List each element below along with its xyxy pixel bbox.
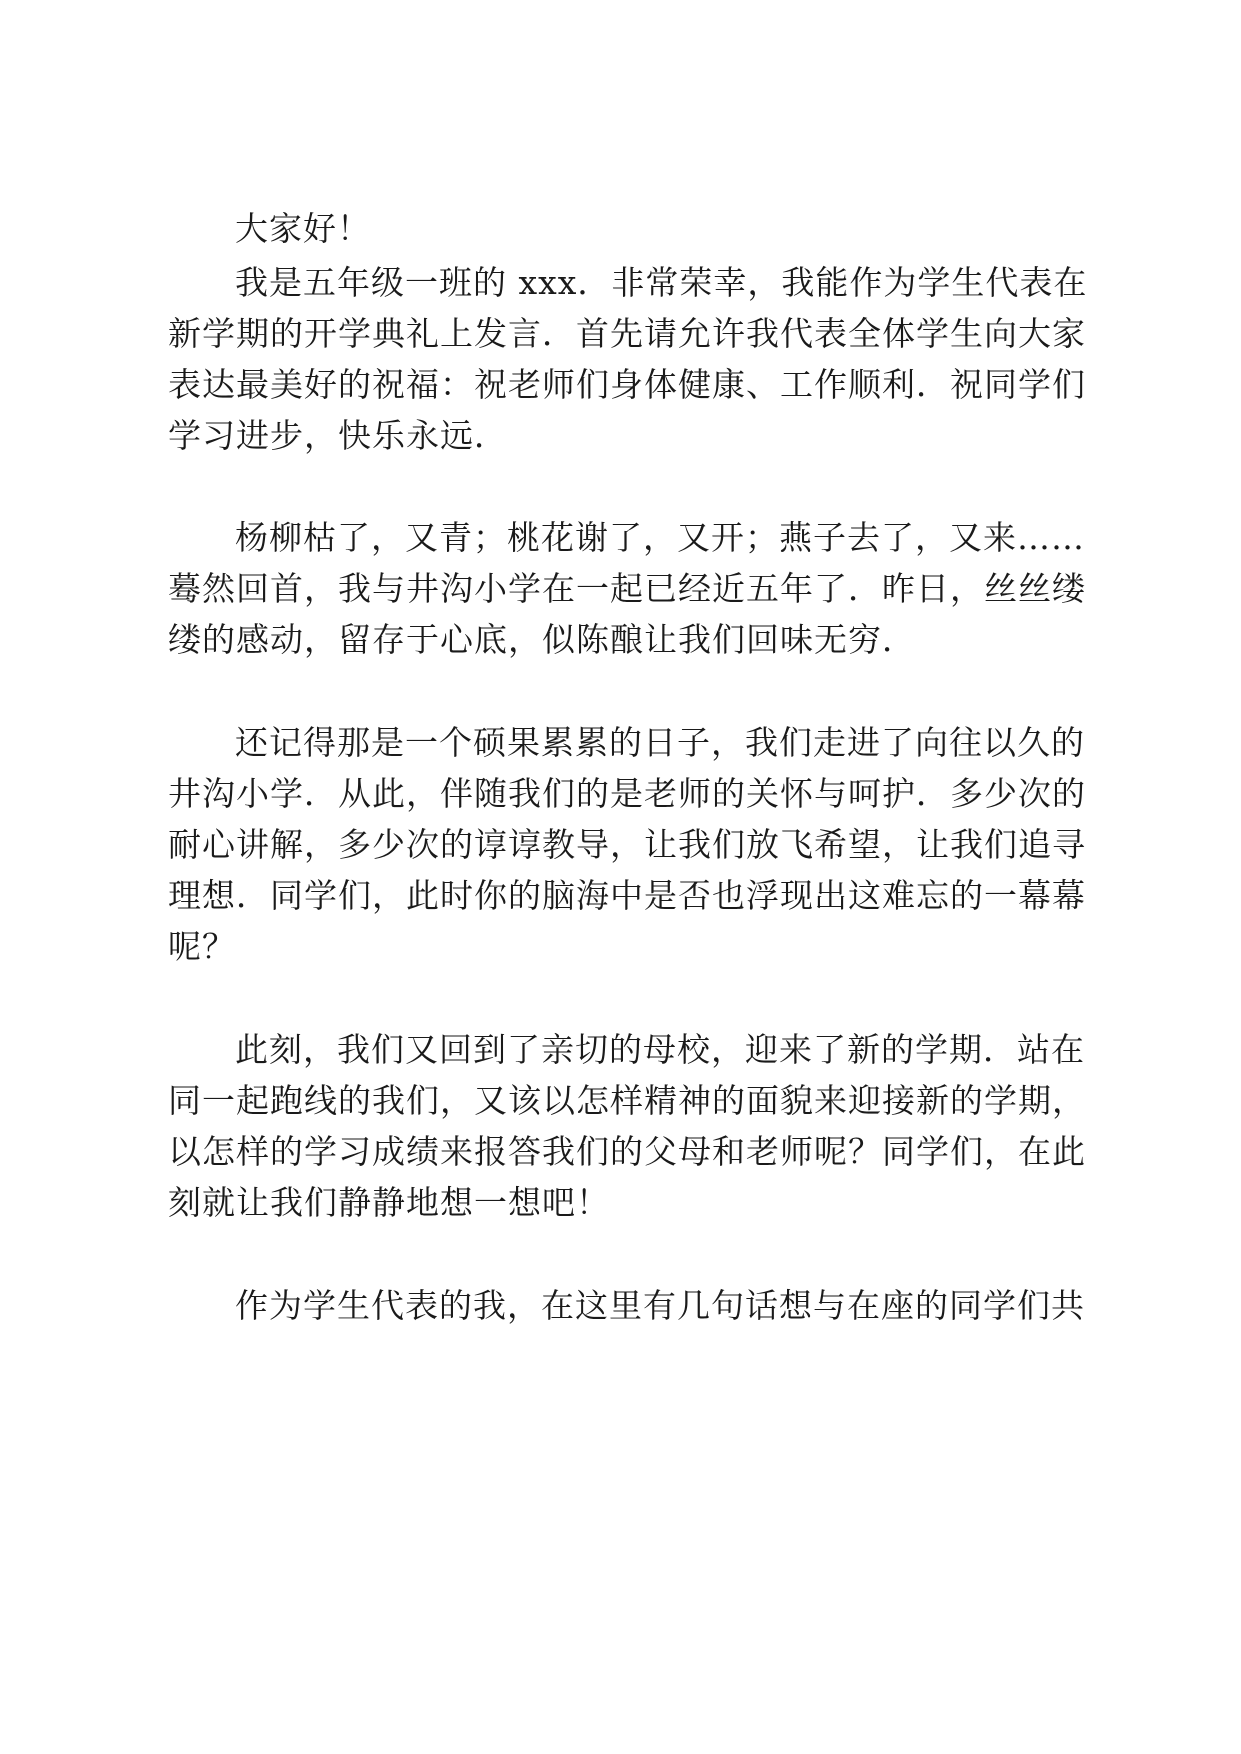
greeting-line: 大家好！	[235, 209, 371, 248]
paragraph-2-line-3: 缕的感动，留存于心底，似陈酿让我们回味无穷．	[168, 620, 916, 659]
paragraph-1-line-3: 表达最美好的祝福：祝老师们身体健康、工作顺利．祝同学们	[168, 365, 1086, 404]
paragraph-4-line-3: 以怎样的学习成绩来报答我们的父母和老师呢？同学们，在此	[168, 1132, 1086, 1171]
paragraph-1-line-2: 新学期的开学典礼上发言．首先请允许我代表全体学生向大家	[168, 314, 1086, 353]
paragraph-3-line-2: 井沟小学．从此，伴随我们的是老师的关怀与呵护．多少次的	[168, 774, 1086, 813]
paragraph-2-line-1: 杨柳枯了，又青；桃花谢了，又开；燕子去了，又来……	[235, 518, 1085, 557]
paragraph-5-line-1: 作为学生代表的我，在这里有几句话想与在座的同学们共	[235, 1286, 1085, 1325]
paragraph-1-line-1: 我是五年级一班的 xxx．非常荣幸，我能作为学生代表在	[235, 263, 1088, 302]
paragraph-3-line-5: 呢？	[168, 927, 236, 966]
paragraph-3-line-4: 理想．同学们，此时你的脑海中是否也浮现出这难忘的一幕幕	[168, 876, 1086, 915]
paragraph-3-line-3: 耐心讲解，多少次的谆谆教导，让我们放飞希望，让我们追寻	[168, 825, 1086, 864]
paragraph-3-line-1: 还记得那是一个硕果累累的日子，我们走进了向往以久的	[235, 723, 1085, 762]
paragraph-4-line-4: 刻就让我们静静地想一想吧！	[168, 1183, 610, 1222]
paragraph-4-line-1: 此刻，我们又回到了亲切的母校，迎来了新的学期．站在	[235, 1030, 1085, 1069]
paragraph-1-line-4: 学习进步，快乐永远．	[168, 416, 508, 455]
paragraph-4-line-2: 同一起跑线的我们，又该以怎样精神的面貌来迎接新的学期，	[168, 1081, 1086, 1120]
paragraph-2-line-2: 蓦然回首，我与井沟小学在一起已经近五年了．昨日，丝丝缕	[168, 569, 1086, 608]
